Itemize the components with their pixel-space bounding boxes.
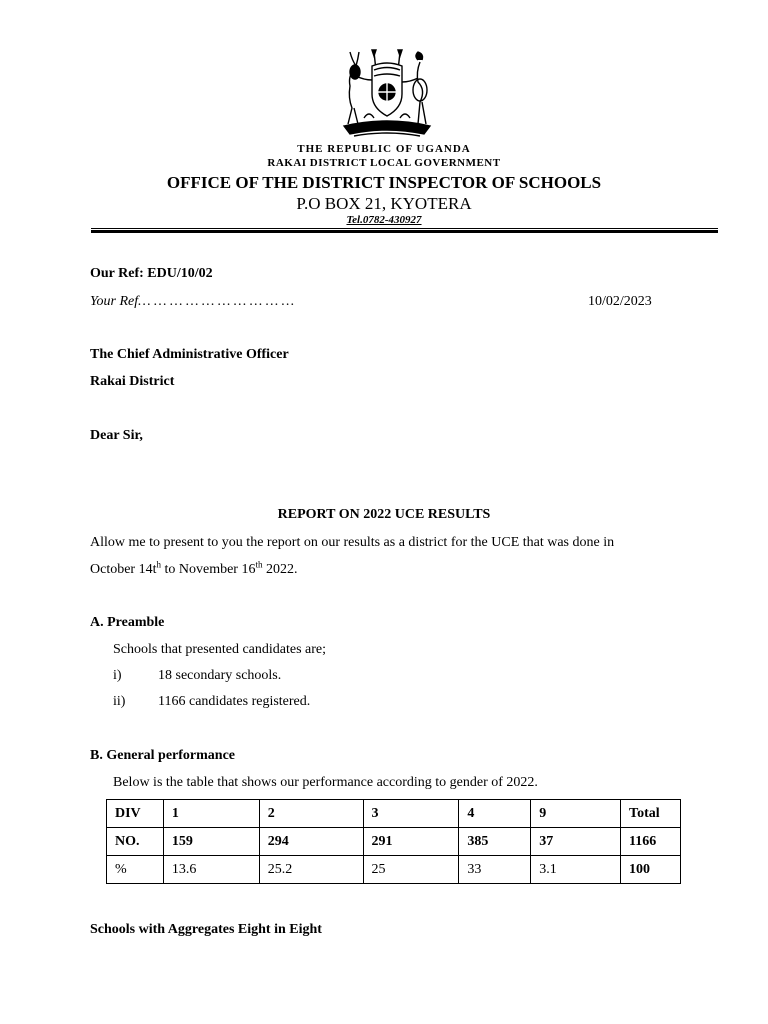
table-cell: 100 (621, 856, 681, 884)
intro-ordinal-1: h (156, 559, 161, 570)
table-header-cell: 2 (259, 800, 363, 828)
performance-table (106, 799, 681, 884)
aggregates-heading: Schools with Aggregates Eight in Eight (90, 922, 322, 937)
table-cell: 25.2 (259, 856, 363, 884)
table-header-cell: DIV (107, 800, 164, 828)
table-cell: 385 (459, 828, 531, 856)
table-cell: 25 (363, 856, 459, 884)
local-government-title: RAKAI DISTRICT LOCAL GOVERNMENT (267, 157, 501, 169)
recipient-title: The Chief Administrative Officer (90, 347, 289, 362)
table-header-cell: 1 (163, 800, 259, 828)
table-cell: 3.1 (531, 856, 621, 884)
your-reference: Your Ref… … … … … … … … … … (90, 294, 295, 309)
table-cell: 13.6 (163, 856, 259, 884)
table-cell: 1166 (621, 828, 681, 856)
report-title: REPORT ON 2022 UCE RESULTS (277, 507, 491, 522)
intro-year: 2022. (262, 562, 298, 577)
republic-title: THE REPUBLIC OF UGANDA (297, 143, 471, 155)
intro-line-2 (90, 559, 298, 578)
recipient-district: Rakai District (90, 374, 175, 389)
table-row (107, 828, 681, 856)
intro-ordinal-2: th (255, 559, 263, 570)
postal-address: P.O BOX 21, KYOTERA (296, 194, 472, 213)
preamble-item-text: 1166 candidates registered. (158, 694, 311, 709)
salutation: Dear Sir, (90, 428, 143, 443)
table-cell: 37 (531, 828, 621, 856)
table-row (107, 856, 681, 884)
intro-date-end: to November 16 (160, 562, 256, 577)
telephone: Tel.0782-430927 (346, 214, 422, 226)
letter-date: 10/02/2023 (588, 294, 652, 309)
table-cell: % (107, 856, 164, 884)
preamble-item-number: ii) (113, 694, 126, 709)
table-cell: 33 (459, 856, 531, 884)
table-header-cell: 3 (363, 800, 459, 828)
header-divider-thick (91, 230, 718, 233)
performance-lead: Below is the table that shows our performance according to gender of 2022. (113, 775, 538, 790)
intro-line-1: Allow me to present to you the report on our results as a district for the UCE that was done in (90, 535, 615, 550)
preamble-item-number: i) (113, 668, 122, 683)
coat-of-arms-emblem (334, 46, 440, 142)
table-cell: 159 (163, 828, 259, 856)
table-row (107, 800, 681, 828)
performance-heading: B. General performance (90, 748, 236, 763)
table-header-cell: 9 (531, 800, 621, 828)
table-header-cell: Total (621, 800, 681, 828)
preamble-heading: A. Preamble (90, 615, 165, 630)
intro-date-start: October 14t (90, 562, 157, 577)
table-header-cell: 4 (459, 800, 531, 828)
preamble-lead: Schools that presented candidates are; (113, 642, 327, 657)
table-cell: 291 (363, 828, 459, 856)
table-cell: 294 (259, 828, 363, 856)
preamble-item-text: 18 secondary schools. (158, 668, 282, 683)
office-title: OFFICE OF THE DISTRICT INSPECTOR OF SCHOOLS (166, 173, 602, 192)
header-divider-thin (91, 228, 718, 229)
our-reference: Our Ref: EDU/10/02 (90, 266, 213, 281)
table-cell: NO. (107, 828, 164, 856)
